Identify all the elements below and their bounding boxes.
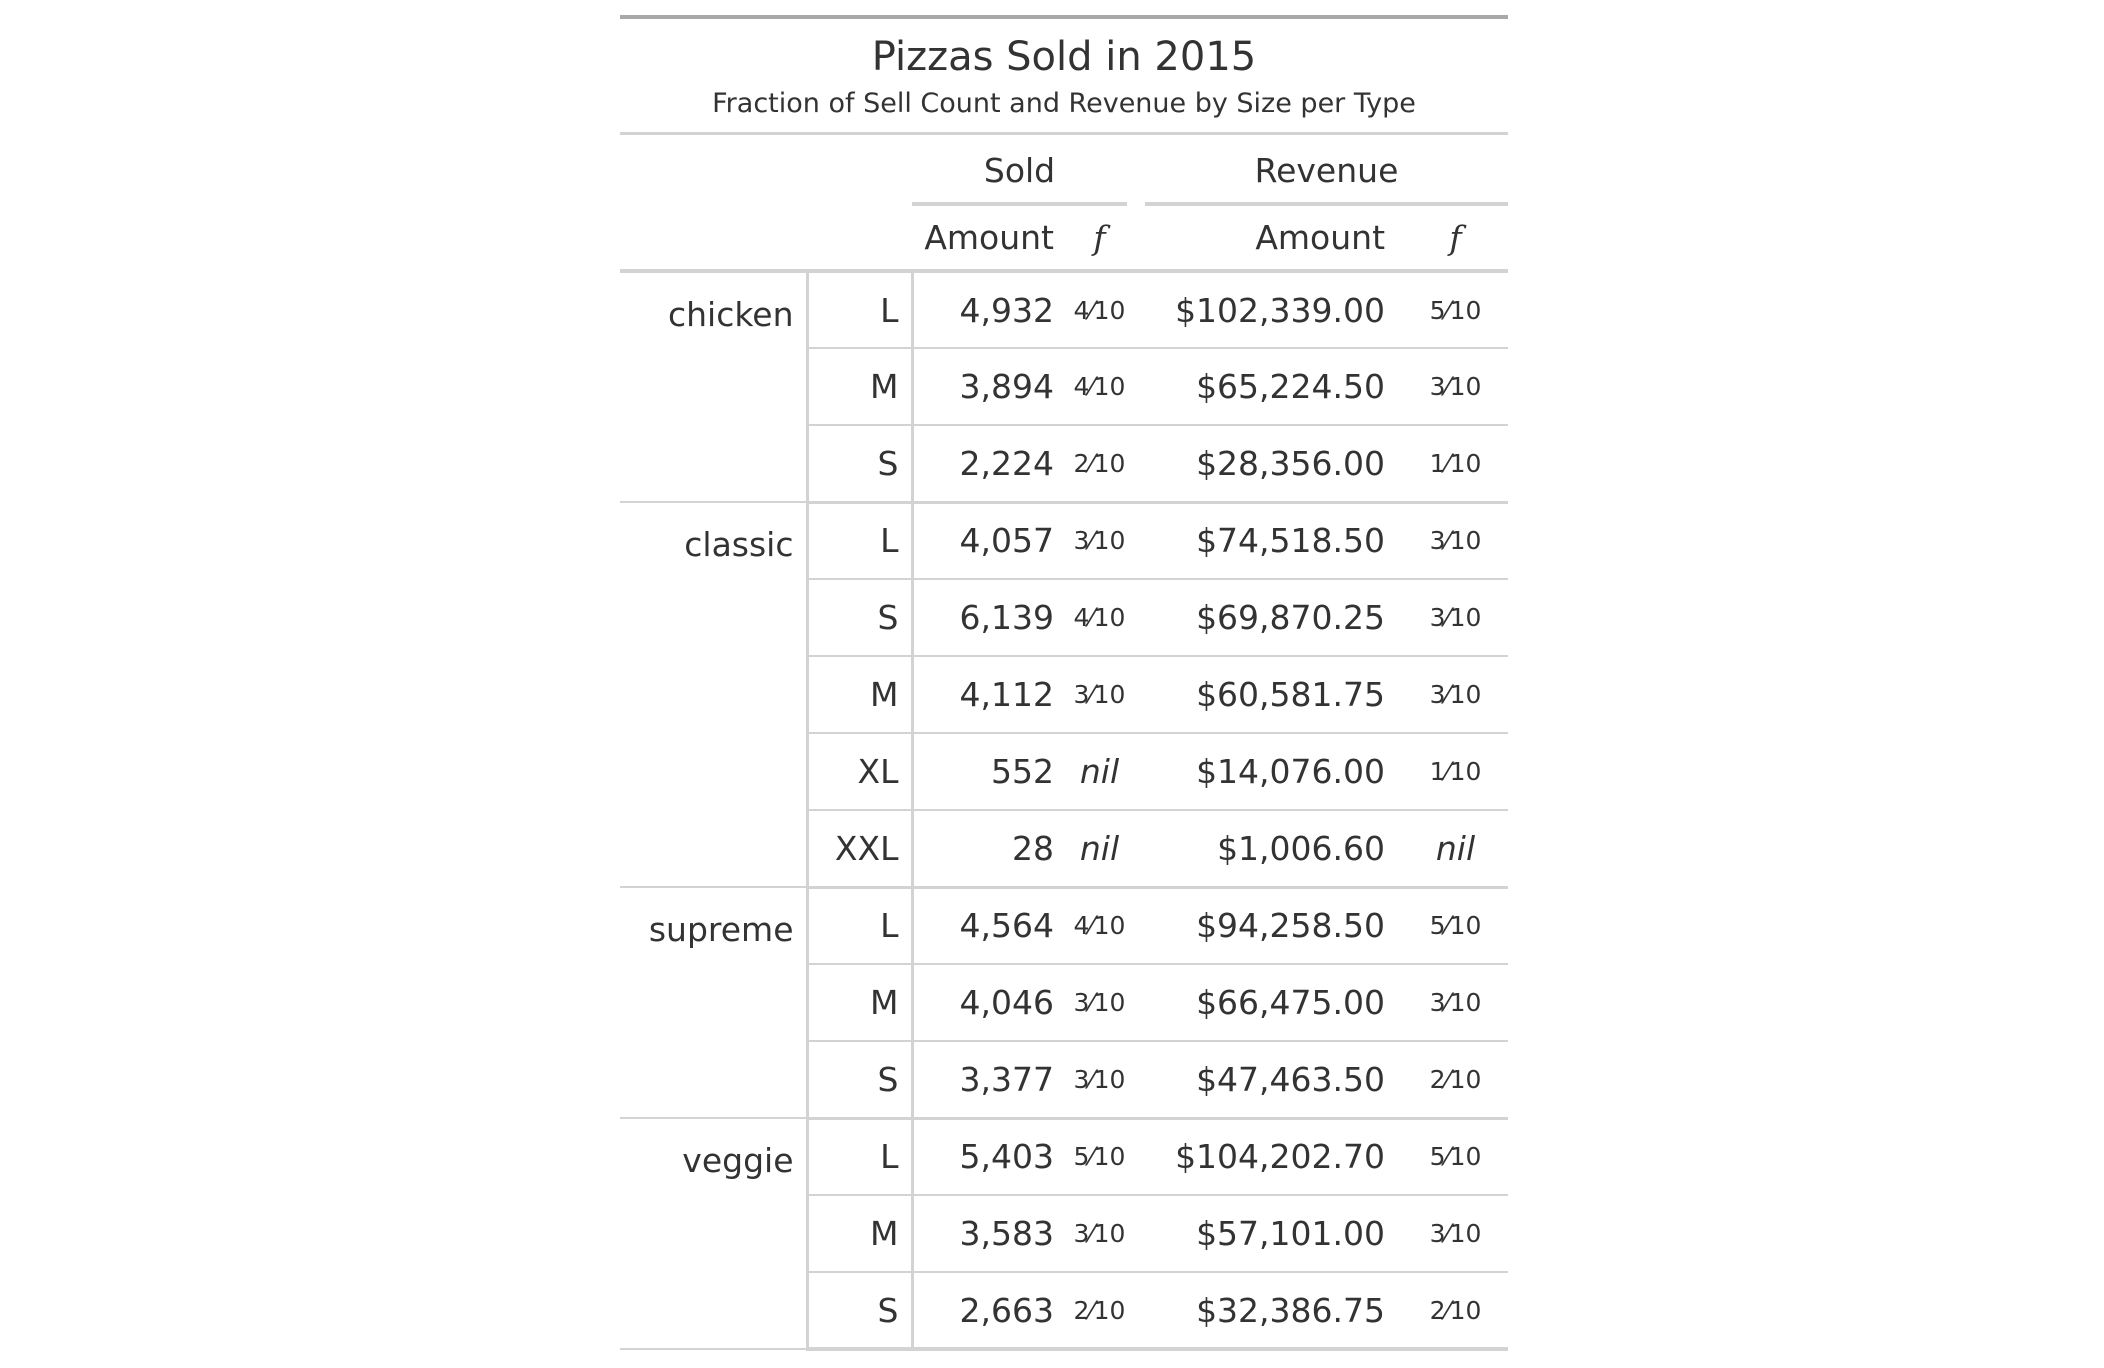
gap-cell: [1127, 271, 1145, 348]
size-cell: M: [807, 1195, 912, 1272]
gap-cell: [1127, 733, 1145, 810]
sold-fraction-cell: 2⁄10: [1072, 1272, 1127, 1349]
stub-header-blank: [620, 204, 807, 271]
column-header-row: [620, 204, 1508, 271]
revenue-fraction-cell: 2⁄10: [1403, 1041, 1508, 1118]
sold-fraction-cell: 5⁄10: [1072, 1118, 1127, 1195]
size-cell: S: [807, 579, 912, 656]
gap-cell: [1127, 1041, 1145, 1118]
revenue-fraction-cell: 3⁄10: [1403, 579, 1508, 656]
spanner-gap: [1127, 135, 1145, 204]
revenue-fraction-cell: 3⁄10: [1403, 964, 1508, 1041]
sold-amount-cell: 2,663: [912, 1272, 1072, 1349]
sold-fraction-cell: 3⁄10: [1072, 502, 1127, 579]
sold-fraction-cell: 4⁄10: [1072, 579, 1127, 656]
revenue-fraction-cell: 3⁄10: [1403, 502, 1508, 579]
revenue-fraction-cell: 1⁄10: [1403, 733, 1508, 810]
size-cell: M: [807, 656, 912, 733]
revenue-amount-cell: $57,101.00: [1145, 1195, 1403, 1272]
revenue-amount-cell: $28,356.00: [1145, 425, 1403, 502]
size-cell: M: [807, 348, 912, 425]
revenue-amount-cell: $47,463.50: [1145, 1041, 1403, 1118]
sold-fraction-cell: nil: [1072, 810, 1127, 887]
stub-spanner-blank: [807, 135, 912, 204]
sold-fraction-cell: nil: [1072, 733, 1127, 810]
sold-amount-cell: 552: [912, 733, 1072, 810]
size-cell: L: [807, 271, 912, 348]
sold-amount-cell: 3,894: [912, 348, 1072, 425]
sold-fraction-cell: 3⁄10: [1072, 656, 1127, 733]
sold-fraction-cell: 3⁄10: [1072, 1195, 1127, 1272]
gap-cell: [1127, 579, 1145, 656]
sold-amount-cell: 6,139: [912, 579, 1072, 656]
size-cell: S: [807, 425, 912, 502]
sold-fraction-cell: 4⁄10: [1072, 271, 1127, 348]
revenue-amount-cell: $32,386.75: [1145, 1272, 1403, 1349]
revenue-fraction-cell: 5⁄10: [1403, 1118, 1508, 1195]
revenue-amount-cell: $104,202.70: [1145, 1118, 1403, 1195]
spanner-row: [620, 135, 1508, 204]
revenue-fraction-cell: 3⁄10: [1403, 1195, 1508, 1272]
gap-cell: [1127, 810, 1145, 887]
stub-header-blank: [807, 204, 912, 271]
sold-fraction-cell: 4⁄10: [1072, 348, 1127, 425]
sold-amount-cell: 4,057: [912, 502, 1072, 579]
column-header-sold-fraction: f: [1072, 204, 1127, 271]
size-cell: L: [807, 1118, 912, 1195]
revenue-amount-cell: $74,518.50: [1145, 502, 1403, 579]
revenue-fraction-cell: 1⁄10: [1403, 425, 1508, 502]
revenue-amount-cell: $102,339.00: [1145, 271, 1403, 348]
size-cell: XXL: [807, 810, 912, 887]
revenue-fraction-cell: 3⁄10: [1403, 348, 1508, 425]
sold-fraction-cell: 4⁄10: [1072, 887, 1127, 964]
sold-amount-cell: 4,564: [912, 887, 1072, 964]
table-body: [620, 271, 1508, 1349]
column-header-gap: [1127, 204, 1145, 271]
revenue-fraction-cell: 2⁄10: [1403, 1272, 1508, 1349]
table-row: [620, 887, 1508, 964]
group-label: veggie: [620, 1118, 807, 1349]
gap-cell: [1127, 887, 1145, 964]
gap-cell: [1127, 425, 1145, 502]
size-cell: S: [807, 1272, 912, 1349]
table-row: [620, 1118, 1508, 1195]
sold-amount-cell: 4,112: [912, 656, 1072, 733]
table-heading: [620, 19, 1508, 135]
sold-amount-cell: 4,046: [912, 964, 1072, 1041]
revenue-amount-cell: $60,581.75: [1145, 656, 1403, 733]
gap-cell: [1127, 1118, 1145, 1195]
group-label: classic: [620, 502, 807, 887]
size-cell: XL: [807, 733, 912, 810]
revenue-amount-cell: $66,475.00: [1145, 964, 1403, 1041]
gap-cell: [1127, 1195, 1145, 1272]
column-header-revenue-fraction: f: [1403, 204, 1508, 271]
table-title: Pizzas Sold in 2015: [871, 34, 1257, 80]
revenue-fraction-cell: 3⁄10: [1403, 656, 1508, 733]
revenue-amount-cell: $69,870.25: [1145, 579, 1403, 656]
sold-fraction-cell: 2⁄10: [1072, 425, 1127, 502]
gap-cell: [1127, 502, 1145, 579]
column-header-revenue-amount: Amount: [1145, 204, 1403, 271]
table-row: [620, 271, 1508, 348]
revenue-fraction-cell: 5⁄10: [1403, 271, 1508, 348]
sold-amount-cell: 5,403: [912, 1118, 1072, 1195]
revenue-amount-cell: $94,258.50: [1145, 887, 1403, 964]
stub-spanner-blank: [620, 135, 807, 204]
size-cell: L: [807, 887, 912, 964]
table-row: [620, 502, 1508, 579]
group-label: supreme: [620, 887, 807, 1118]
spanner-revenue: Revenue: [1145, 135, 1508, 204]
group-label: chicken: [620, 271, 807, 502]
sold-amount-cell: 28: [912, 810, 1072, 887]
gap-cell: [1127, 1272, 1145, 1349]
size-cell: M: [807, 964, 912, 1041]
revenue-amount-cell: $14,076.00: [1145, 733, 1403, 810]
column-header-sold-amount: Amount: [912, 204, 1072, 271]
spanner-sold: Sold: [912, 135, 1127, 204]
revenue-amount-cell: $1,006.60: [1145, 810, 1403, 887]
sold-amount-cell: 3,583: [912, 1195, 1072, 1272]
gap-cell: [1127, 964, 1145, 1041]
pizza-sales-table: [620, 15, 1508, 1351]
revenue-amount-cell: $65,224.50: [1145, 348, 1403, 425]
sold-fraction-cell: 3⁄10: [1072, 964, 1127, 1041]
sold-amount-cell: 4,932: [912, 271, 1072, 348]
size-cell: L: [807, 502, 912, 579]
revenue-fraction-cell: nil: [1403, 810, 1508, 887]
gap-cell: [1127, 656, 1145, 733]
data-table: [620, 135, 1508, 1351]
sold-amount-cell: 2,224: [912, 425, 1072, 502]
sold-amount-cell: 3,377: [912, 1041, 1072, 1118]
size-cell: S: [807, 1041, 912, 1118]
sold-fraction-cell: 3⁄10: [1072, 1041, 1127, 1118]
gap-cell: [1127, 348, 1145, 425]
revenue-fraction-cell: 5⁄10: [1403, 887, 1508, 964]
table-subtitle: Fraction of Sell Count and Revenue by Size per Type: [712, 88, 1416, 119]
